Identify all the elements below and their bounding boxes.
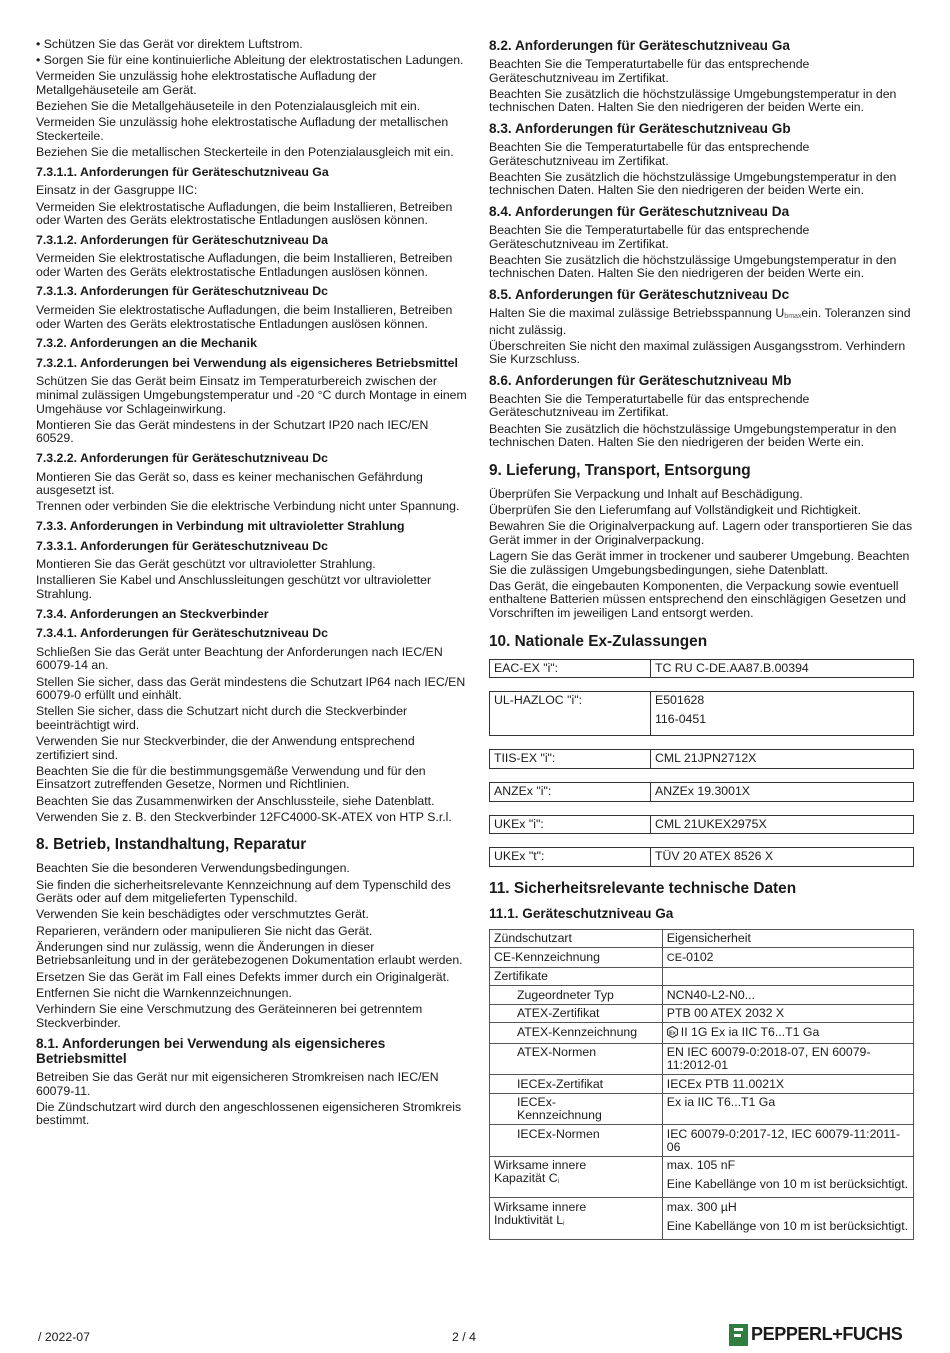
value-line: max. 300 µH <box>666 1199 737 1214</box>
data-key: CE-Kennzeichnung <box>490 948 663 968</box>
heading-7-3-2-1: 7.3.2.1. Anforderungen bei Verwendung als eigensicheres Betriebsmittel <box>36 355 458 370</box>
heading-9: 9. Lieferung, Transport, Entsorgung <box>489 461 751 479</box>
approval-value <box>651 692 914 736</box>
data-value: EN IEC 60079-0:2018-07, EN 60079-11:2012-01 <box>662 1043 913 1075</box>
paragraph: Montieren Sie das Gerät mindestens in der Schutzart IP20 nach IEC/EN 60529. <box>36 417 429 446</box>
approval-table <box>489 691 914 736</box>
heading-10: 10. Nationale Ex-Zulassungen <box>489 632 708 650</box>
data-key: ATEX-Normen <box>490 1043 663 1075</box>
value-line: Eine Kabellänge von 10 m ist berücksichtigt. <box>666 1177 909 1192</box>
paragraph: Installieren Sie Kabel und Anschlussleitungen geschützt vor ultravioletter Strahlung. <box>36 573 432 601</box>
approval-table <box>489 749 914 769</box>
heading-7-3-2: 7.3.2. Anforderungen an die Mechanik <box>36 336 257 351</box>
approval-table <box>489 782 914 802</box>
text-run: -0102 <box>682 949 714 964</box>
table-row <box>490 659 914 678</box>
brand-name: PEPPERL+FUCHS <box>751 1324 903 1345</box>
text-run: Wirksame innere Kapazität C <box>494 1158 587 1186</box>
data-value <box>662 1023 913 1044</box>
approval-key: UKEx "i": <box>490 815 651 834</box>
paragraph: Beachten Sie die für die bestimmungsgemäße Verwendung und für den Einsatzort zutreffenden Gesetze, Normen und Richtlinien. <box>36 763 426 792</box>
data-key: IECEx-Normen <box>490 1125 663 1157</box>
text-run: Wirksame innere Induktivität L <box>494 1199 587 1227</box>
data-value: Ex ia IIC T6...T1 Ga <box>662 1093 913 1125</box>
table-row <box>490 1043 914 1075</box>
table-row <box>490 1023 914 1044</box>
paragraph: Beziehen Sie die Metallgehäuseteile in den Potenzialausgleich mit ein. <box>36 99 421 114</box>
heading-7-3-3-1: 7.3.3.1. Anforderungen für Geräteschutzniveau Dc <box>36 538 329 553</box>
approval-value: TÜV 20 ATEX 8526 X <box>651 848 914 867</box>
approval-key: TIIS-EX "i": <box>490 750 651 769</box>
table-row <box>490 1156 914 1198</box>
heading-8-6: 8.6. Anforderungen für Geräteschutzniveau Mb <box>489 372 792 388</box>
paragraph: • Schützen Sie das Gerät vor direktem Luftstrom. <box>36 37 303 51</box>
paragraph: Beachten Sie zusätzlich die höchstzulässige Umgebungstemperatur in den technischen Daten. Halten Sie den niedrigeren der beiden Werte ein. <box>489 252 897 281</box>
approval-value: TC RU C-DE.AA87.B.00394 <box>651 659 914 678</box>
data-value: Eigensicherheit <box>662 929 913 948</box>
approval-key: UL-HAZLOC "i": <box>490 692 651 736</box>
data-value: PTB 00 ATEX 2032 X <box>662 1004 913 1023</box>
table-row <box>490 782 914 801</box>
paragraph: Verwenden Sie nur Steckverbinder, die der Anwendung entsprechend zertifiziert sind. <box>36 734 415 762</box>
table-row <box>490 692 914 736</box>
approval-key: UKEx "t": <box>490 848 651 867</box>
subscript: i <box>563 1219 565 1227</box>
paragraph: Beachten Sie die Temperaturtabelle für das entsprechende Geräteschutzniveau im Zertifikat. <box>489 139 810 168</box>
data-key <box>490 1156 663 1198</box>
paragraph: Montieren Sie das Gerät geschützt vor ultravioletter Strahlung. <box>36 557 376 572</box>
technical-data-table <box>489 929 914 1240</box>
paragraph: Beachten Sie zusätzlich die höchstzulässige Umgebungstemperatur in den technischen Daten. Halten Sie den niedrigeren der beiden Werte ein. <box>489 421 897 450</box>
approval-table <box>489 847 914 867</box>
approval-table <box>489 815 914 835</box>
ex-hexagon-icon <box>667 1026 678 1041</box>
data-key: Zertifikate <box>490 967 663 986</box>
data-value <box>662 948 913 968</box>
data-value <box>662 1156 913 1198</box>
paragraph: Ersetzen Sie das Gerät im Fall eines Defekts immer durch ein Originalgerät. <box>36 969 450 984</box>
approval-key: ANZEx "i": <box>490 782 651 801</box>
paragraph: Bewahren Sie die Originalverpackung auf. Lagern oder transportieren Sie das Gerät immer in der Originalverpackung. <box>489 519 913 547</box>
heading-7-3-1-1: 7.3.1.1. Anforderungen für Geräteschutzniveau Ga <box>36 164 329 179</box>
table-row <box>490 815 914 834</box>
paragraph: Beachten Sie zusätzlich die höchstzulässige Umgebungstemperatur in den technischen Daten. Halten Sie den niedrigeren der beiden Werte ein. <box>489 86 897 115</box>
paragraph: Vermeiden Sie elektrostatische Aufladungen, die beim Installieren, Betreiben oder Warten des Geräts elektrostatische Entladungen auslösen können. <box>36 251 453 279</box>
heading-7-3-2-2: 7.3.2.2. Anforderungen für Geräteschutzniveau Dc <box>36 451 329 465</box>
heading-8-2: 8.2. Anforderungen für Geräteschutzniveau Ga <box>489 38 790 53</box>
paragraph: Überprüfen Sie Verpackung und Inhalt auf Beschädigung. <box>489 486 803 501</box>
data-key: Zündschutzart <box>490 929 663 948</box>
paragraph: • Sorgen Sie für eine kontinuierliche Ableitung der elektrostatischen Ladungen. <box>36 53 464 68</box>
ce-mark-icon: CE <box>666 951 683 964</box>
heading-7-3-3: 7.3.3. Anforderungen in Verbindung mit ultravioletter Strahlung <box>36 518 405 533</box>
value-line: Eine Kabellänge von 10 m ist berücksichtigt. <box>666 1218 909 1233</box>
paragraph: Überprüfen Sie den Lieferumfang auf Vollständigkeit und Richtigkeit. <box>489 503 861 518</box>
paragraph: Trennen oder verbinden Sie die elektrische Verbindung nicht unter Spannung. <box>36 499 460 514</box>
paragraph: Verwenden Sie kein beschädigtes oder verschmutztes Gerät. <box>36 907 369 922</box>
paragraph: Reparieren, verändern oder manipulieren Sie nicht das Gerät. <box>36 923 373 938</box>
approval-table <box>489 659 914 679</box>
paragraph: Beachten Sie die Temperaturtabelle für das entsprechende Geräteschutzniveau im Zertifikat. <box>489 222 810 251</box>
paragraph: Überschreiten Sie nicht den maximal zulässigen Ausgangsstrom. Verhindern Sie Kurzschluss. <box>489 338 906 367</box>
paragraph: Beachten Sie das Zusammenwirken der Anschlussteile, siehe Datenblatt. <box>36 793 435 808</box>
paragraph: Einsatz in der Gasgruppe IIC: <box>36 183 198 198</box>
value-line: max. 105 nF <box>666 1158 736 1173</box>
table-row <box>490 986 914 1005</box>
footer-date: / 2022-07 <box>38 1330 90 1344</box>
heading-8-3: 8.3. Anforderungen für Geräteschutzniveau Gb <box>489 120 791 136</box>
page-number: 2 / 4 <box>452 1330 476 1344</box>
paragraph: Montieren Sie das Gerät so, dass es keiner mechanischen Gefährdung ausgesetzt ist. <box>36 469 423 498</box>
table-row <box>490 848 914 867</box>
right-column <box>489 38 917 1240</box>
paragraph: Vermeiden Sie unzulässig hohe elektrostatische Aufladung der Metallgehäuseteile am Gerät. <box>36 69 377 97</box>
paragraph: Schließen Sie das Gerät unter Beachtung der Anforderungen nach IEC/EN 60079-14 an. <box>36 644 443 673</box>
heading-7-3-4: 7.3.4. Anforderungen an Steckverbinder <box>36 606 269 621</box>
data-key: ATEX-Zertifikat <box>490 1004 663 1023</box>
paragraph: Vermeiden Sie elektrostatische Aufladungen, die beim Installieren, Betreiben oder Warten des Geräts elektrostatische Entladungen auslösen können. <box>36 303 453 331</box>
text-run: ein. Toleranzen sind nicht zulässig. <box>489 305 911 337</box>
table-row <box>490 1004 914 1023</box>
heading-8-5: 8.5. Anforderungen für Geräteschutzniveau Dc <box>489 286 790 302</box>
table-row <box>490 929 914 948</box>
data-value: IEC 60079-0:2017-12, IEC 60079-11:2011-06 <box>662 1125 913 1157</box>
approval-key: EAC-EX "i": <box>490 659 651 678</box>
data-key: ATEX-Kennzeichnung <box>490 1023 663 1044</box>
table-row <box>490 1093 914 1125</box>
logo-mark-icon <box>729 1324 748 1346</box>
text-run: Halten Sie die maximal zulässige Betriebsspannung U <box>489 305 785 320</box>
data-key: IECEx-Zertifikat <box>490 1075 663 1094</box>
left-column <box>36 38 468 1131</box>
paragraph: Änderungen sind nur zulässig, wenn die Änderungen in dieser Betriebsanleitung und in der gerätebezogenen Dokumentation erlaubt werden. <box>36 939 463 968</box>
subscript: bmax <box>784 312 802 320</box>
approval-value: CML 21UKEX2975X <box>651 815 914 834</box>
paragraph: Verwenden Sie z. B. den Steckverbinder 12FC4000-SK-ATEX von HTP S.r.l. <box>36 809 452 824</box>
intro-block <box>36 38 468 160</box>
heading-8: 8. Betrieb, Instandhaltung, Reparatur <box>36 836 307 854</box>
paragraph: Beachten Sie die besonderen Verwendungsbedingungen. <box>36 861 350 876</box>
paragraph: Das Gerät, die eingebauten Komponenten, die Verpackung sowie eventuell enthaltene Batterien müssen entsprechend den einschlägigen Gesetzen und Vorschriften im jeweiligen Land entsorgt werden. <box>489 578 907 620</box>
table-row <box>490 1198 914 1240</box>
paragraph: Vermeiden Sie unzulässig hohe elektrostatische Aufladung der metallischen Steckerteile. <box>36 115 449 143</box>
table-row <box>490 948 914 968</box>
table-row <box>490 1075 914 1094</box>
paragraph: Beachten Sie zusätzlich die höchstzulässige Umgebungstemperatur in den technischen Daten. Halten Sie den niedrigeren der beiden Werte ein. <box>489 169 897 198</box>
heading-7-3-4-1: 7.3.4.1. Anforderungen für Geräteschutzniveau Dc <box>36 626 329 641</box>
data-key <box>490 1198 663 1240</box>
heading-7-3-1-3: 7.3.1.3. Anforderungen für Geräteschutzniveau Dc <box>36 284 329 299</box>
data-value: IECEx PTB 11.0021X <box>662 1075 913 1094</box>
data-value: NCN40-L2-N0... <box>662 986 913 1005</box>
paragraph: Beachten Sie die Temperaturtabelle für das entsprechende Geräteschutzniveau im Zertifikat. <box>489 57 810 85</box>
paragraph: Lagern Sie das Gerät immer in trockener und sauberer Umgebung. Beachten Sie die zulässigen Umgebungsbedingungen, siehe Datenblatt. <box>489 549 910 577</box>
paragraph <box>489 307 917 337</box>
data-value <box>662 1198 913 1240</box>
approval-value: CML 21JPN2712X <box>651 750 914 769</box>
table-row <box>490 750 914 769</box>
heading-11-1: 11.1. Geräteschutzniveau Ga <box>489 905 674 921</box>
paragraph: Schützen Sie das Gerät beim Einsatz im Temperaturbereich zwischen der minimal zulässigen Umgebungstemperatur und -20 °C durch Montage in einem Umgehäuse vor Schlageinwirkung. <box>36 374 467 416</box>
table-row <box>490 967 914 986</box>
brand-logo <box>729 1324 902 1346</box>
paragraph: Verhindern Sie eine Verschmutzung des Geräteinneren bei getrenntem Steckverbinder. <box>36 1001 423 1030</box>
paragraph: Stellen Sie sicher, dass die Schutzart nicht durch die Steckverbinder beeinträchtigt wird. <box>36 704 408 732</box>
heading-11: 11. Sicherheitsrelevante technische Daten <box>489 879 797 897</box>
heading-7-3-1-2: 7.3.1.2. Anforderungen für Geräteschutzniveau Da <box>36 232 329 247</box>
heading-8-1: 8.1. Anforderungen bei Verwendung als eigensicheres Betriebsmittel <box>36 1036 386 1067</box>
paragraph: Stellen Sie sicher, dass das Gerät mindestens die Schutzart IP64 nach IEC/EN 60079-0 erfüllt und einhält. <box>36 674 466 703</box>
text-run: II 1G Ex ia IIC T6...T1 Ga <box>680 1024 820 1039</box>
paragraph: Beziehen Sie die metallischen Steckerteile in den Potenzialausgleich mit ein. <box>36 145 454 160</box>
heading-8-4: 8.4. Anforderungen für Geräteschutzniveau Da <box>489 203 790 219</box>
table-row <box>490 1125 914 1157</box>
paragraph: Die Zündschutzart wird durch den angeschlossenen eigensicheren Stromkreis bestimmt. <box>36 1099 462 1128</box>
data-key: IECEx-Kennzeichnung <box>490 1093 663 1125</box>
data-value <box>662 967 913 986</box>
paragraph: Vermeiden Sie elektrostatische Aufladungen, die beim Installieren, Betreiben oder Warten des Geräts elektrostatische Entladungen auslösen können. <box>36 199 453 228</box>
paragraph: Entfernen Sie nicht die Warnkennzeichnungen. <box>36 985 292 1000</box>
approval-value: ANZEx 19.3001X <box>651 782 914 801</box>
paragraph: Sie finden die sicherheitsrelevante Kennzeichnung auf dem Typenschild des Geräts oder auf dem mitgelieferten Typenschild. <box>36 877 451 906</box>
value-line: E501628 <box>655 693 705 708</box>
ex-symbol-text: Ex <box>668 1030 676 1037</box>
value-line: 116-0451 <box>655 711 707 726</box>
paragraph: Beachten Sie die Temperaturtabelle für das entsprechende Geräteschutzniveau im Zertifikat. <box>489 391 810 420</box>
data-key: Zugeordneter Typ <box>490 986 663 1005</box>
subscript: i <box>557 1178 560 1186</box>
paragraph: Betreiben Sie das Gerät nur mit eigensicheren Stromkreisen nach IEC/EN 60079-11. <box>36 1070 439 1098</box>
